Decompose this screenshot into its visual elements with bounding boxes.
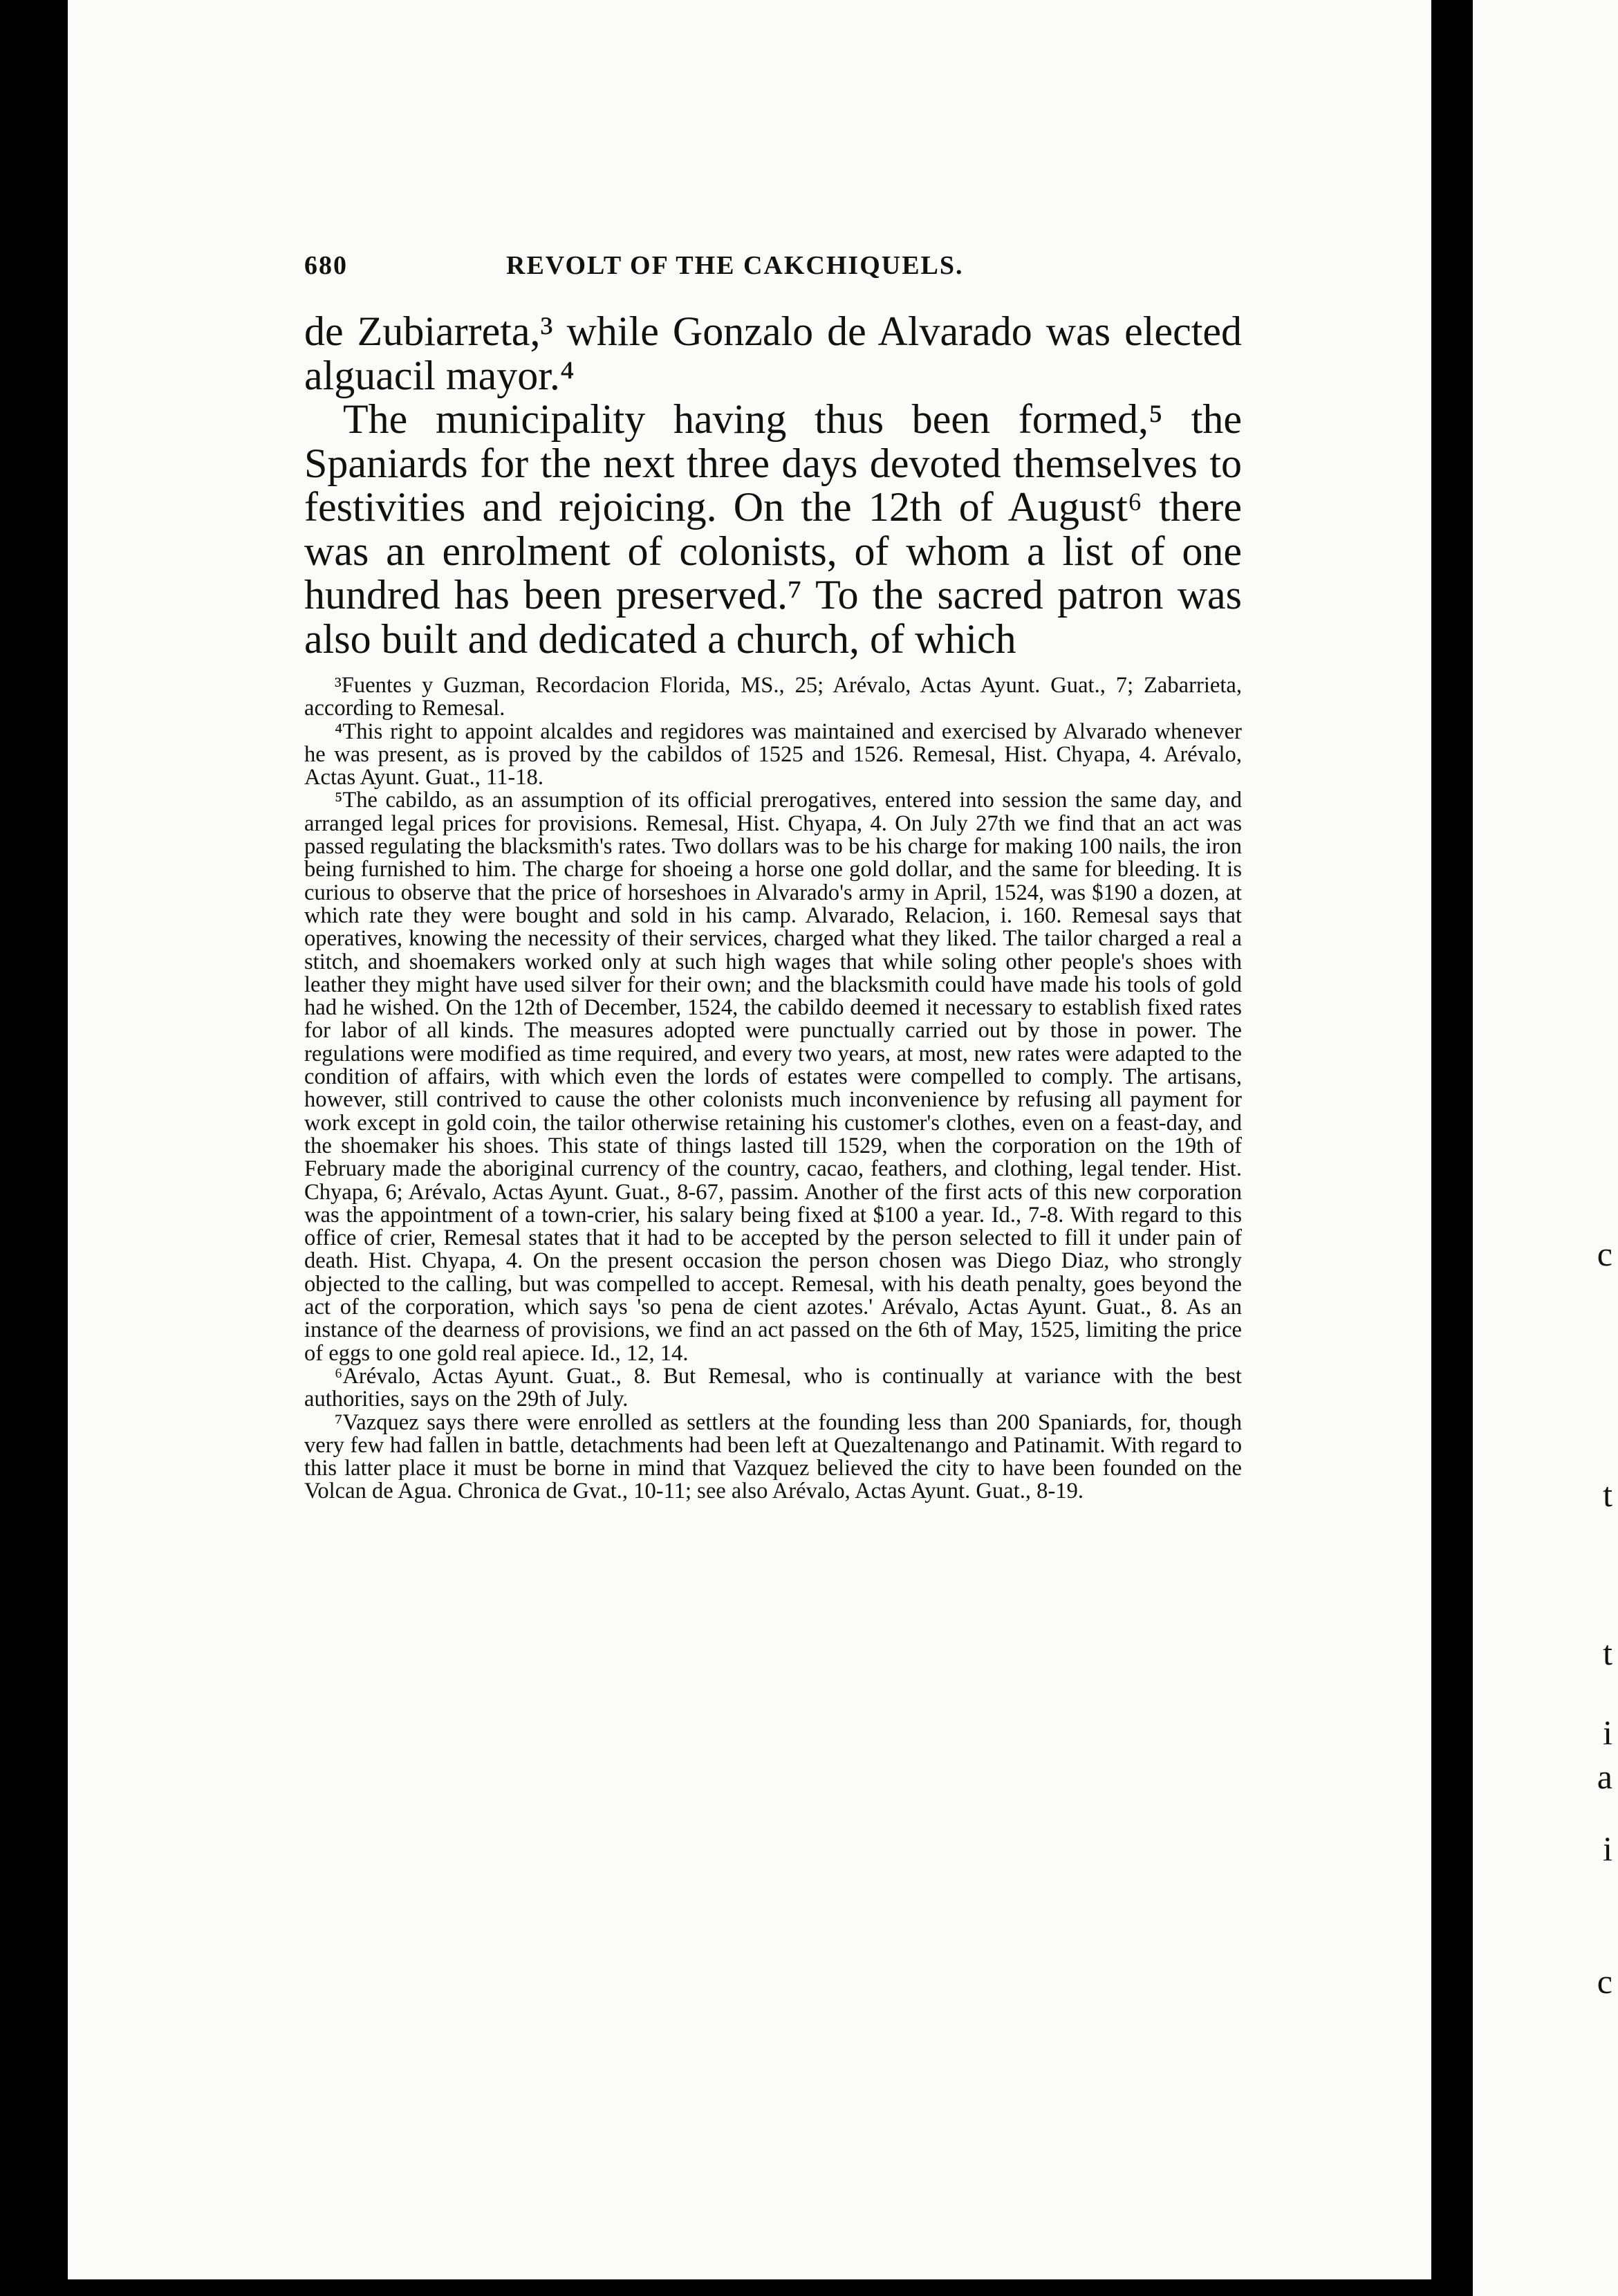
adjacent-page-edge bbox=[1473, 0, 1618, 2296]
footnote-3 bbox=[304, 674, 1242, 721]
footnote-marker: ⁵ bbox=[335, 788, 343, 813]
page-number: 680 bbox=[304, 251, 348, 280]
adjacent-page-letter: t bbox=[1603, 1633, 1612, 1672]
footnote-text: Fuentes y Guzman, Recordacion Florida, MS., 25; Arévalo, Actas Ayunt. Guat., 7; Zabarrieta, according to Remesal. bbox=[304, 673, 1242, 721]
footnote-4 bbox=[304, 721, 1242, 790]
body-paragraph bbox=[304, 398, 1242, 661]
footnote-text: The cabildo, as an assumption of its official prerogatives, entered into session the same day, and arranged legal prices for provisions. Remesal, Hist. Chyapa, 4. On July 27th we find that an act was passed regulating the blacksmith's rates. Two dollars was to be his charge for making 100 nails, the iron being furnished to him. The charge for shoeing a horse one gold dollar, and the same for bleeding. It is curious to observe that the price of horseshoes in Alvarado's army in April, 1524, was $190 a dozen, at which rate they were bought and sold in his camp. Alvarado, Relacion, i. 160. Remesal says that operatives, knowing the necessity of their services, charged what they liked. The tailor charged a real a stitch, and shoemakers worked only at such high wages that while soling other people's shoes with leather they might have used silver for their own; and the blacksmith could have made his tools of gold had he wished. On the 12th of December, 1524, the cabildo deemed it necessary to establish fixed rates for labor of all kinds. The measures adopted were punctually carried out by those in power. The regulations were modified as time required, and every two years, at most, new rates were adapted to the condition of affairs, with which even the lords of estates were compelled to comply. The artisans, however, still contrived to cause the other colonists much inconvenience by refusing all payment for work except in gold coin, the tailor otherwise retaining his customer's clothes, even on a feast-day, and the shoemaker his shoes. This state of things lasted till 1529, when the corporation on the 19th of February made the aboriginal currency of the country, cacao, feathers, and clothing, legal tender. Hist. Chyapa, 6; Arévalo, Actas Ayunt. Guat., 8-67, passim. Another of the first acts of this new corporation was the appointment of a town-crier, his salary being fixed at $100 a year. Id., 7-8. With regard to this office of crier, Remesal states that it had to be accepted by the person selected to fill it under pain of death. Hist. Chyapa, 4. On the present occasion the person chosen was Diego Diaz, who strongly objected to the calling, but was compelled to accept. Remesal, with his death penalty, goes beyond the act of the corporation, which says 'so pena de cient azotes.' Arévalo, Actas Ayunt. Guat., 8. As an instance of the dearness of provisions, we find an act passed on the 6th of May, 1525, limiting the price of eggs to one gold real apiece. Id., 12, 14. bbox=[304, 788, 1242, 1366]
body-paragraph-text: The municipality having thus been formed,⁵ the Spaniards for the next three days devoted themselves to festivities and rejoicing. On the 12th of August⁶ there was an enrolment of colonists, of whom a list of one hundred has been preserved.⁷ To the sacred patron was also built and dedicated a church, of which bbox=[304, 396, 1242, 662]
footnote-text: Arévalo, Actas Ayunt. Guat., 8. But Remesal, who is continually at variance with the best authorities, says on the 29th of July. bbox=[304, 1363, 1242, 1412]
body-paragraph bbox=[304, 310, 1242, 398]
footnote-marker: ⁶ bbox=[335, 1363, 343, 1389]
footnote-marker: ⁴ bbox=[335, 719, 343, 744]
footnotes bbox=[304, 674, 1242, 1503]
running-title: REVOLT OF THE CAKCHIQUELS. bbox=[506, 251, 964, 280]
footnote-marker: ⁷ bbox=[335, 1409, 343, 1435]
page-gutter bbox=[1431, 0, 1473, 2296]
footnote-6 bbox=[304, 1365, 1242, 1411]
footnote-7 bbox=[304, 1411, 1242, 1503]
body-paragraph-text: de Zubiarreta,³ while Gonzalo de Alvarado was elected alguacil mayor.⁴ bbox=[304, 308, 1242, 398]
adjacent-page-letter: t bbox=[1603, 1475, 1612, 1514]
adjacent-page-letter: c bbox=[1597, 1234, 1612, 1273]
scan-border bbox=[68, 2279, 1431, 2296]
adjacent-page-letter: a bbox=[1597, 1757, 1612, 1796]
adjacent-page-letter: i bbox=[1603, 1713, 1612, 1752]
adjacent-page-letter: i bbox=[1603, 1829, 1612, 1868]
footnote-text: This right to appoint alcaldes and regidores was maintained and exercised by Alvarado whenever he was present, as is proved by the cabildos of 1525 and 1526. Remesal, Hist. Chyapa, 4. Arévalo, Actas Ayunt. Guat., 11-18. bbox=[304, 719, 1242, 790]
footnote-text: Vazquez says there were enrolled as settlers at the founding less than 200 Spaniards, for, though very few had fallen in battle, detachments had been left at Quezaltenango and Patinamit. With regard to this latter place it must be borne in mind that Vazquez believed the city to have been founded on the Volcan de Agua. Chronica de Gvat., 10-11; see also Arévalo, Actas Ayunt. Guat., 8-19. bbox=[304, 1409, 1242, 1504]
running-header bbox=[304, 250, 1245, 292]
footnote-marker: ³ bbox=[335, 673, 342, 698]
adjacent-page-letter: c bbox=[1597, 1962, 1612, 2001]
footnote-5 bbox=[304, 789, 1242, 1364]
main-text bbox=[304, 310, 1242, 661]
